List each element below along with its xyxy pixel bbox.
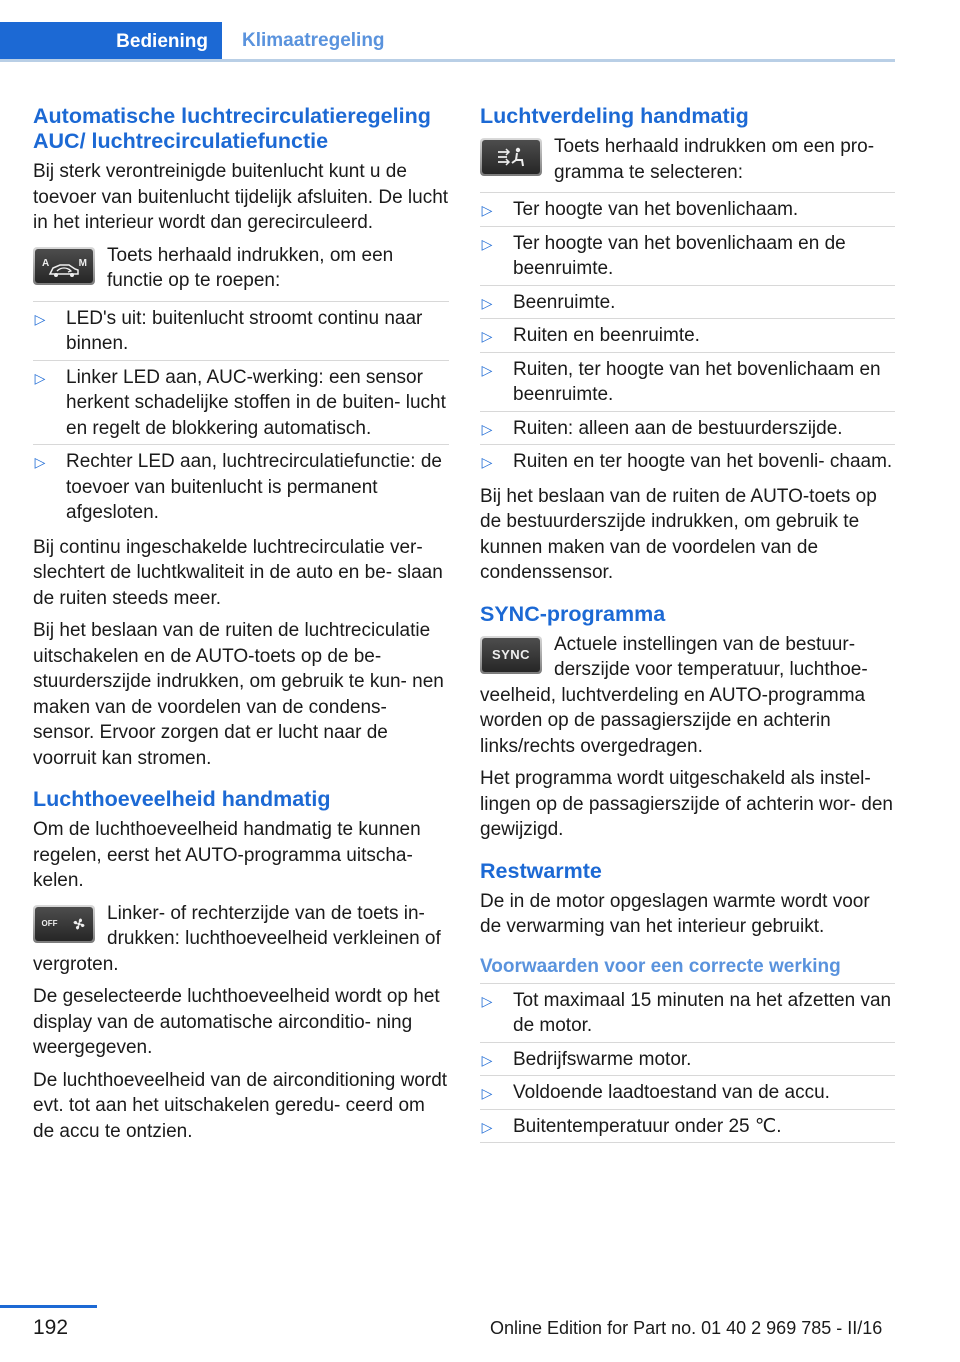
residual-heat-intro: De in de motor opgeslagen warmte wordt voor de verwarming van het interieur gebruikt. bbox=[480, 890, 870, 937]
distribution-para-1: Bij het beslaan van de ruiten de AUTO-toets op de bestuurderszijde indrukken, om gebruik te kunnen maken van de voordelen van de condenssensor. bbox=[480, 485, 877, 583]
triangle-right-icon: ▷ bbox=[481, 1051, 493, 1068]
auc-para-1: Bij continu ingeschakelde luchtrecirculatie ver‐ slechtert de luchtkwaliteit in de auto en be‐ slaan de ruiten steeds meer. bbox=[33, 536, 443, 609]
auc-section bbox=[33, 104, 449, 771]
air-volume-button-block bbox=[33, 901, 449, 985]
auc-button-text: Toets herhaald indrukken, om een functie op te roepen: bbox=[107, 244, 394, 291]
tab-bediening[interactable]: Bediening bbox=[0, 22, 222, 62]
auc-para-2: Bij het beslaan van de ruiten de luchtreciculatie uitschakelen en de AUTO-toets op de be‐ stuurderszijde indrukken, om gebruik te kun‐ nen maken van de voordelen van de condens‐ sensor. Ervoor zorgen dat er lucht naar de voorruit kan stromen. bbox=[33, 620, 444, 769]
list-item: ▷ Linker LED aan, AUC-werking: een sensor herkent schadelijke stoffen in de buiten‐ lucht en regelt de blokkering automatisch. bbox=[33, 361, 449, 446]
triangle-right-icon: ▷ bbox=[34, 310, 46, 327]
triangle-right-icon: ▷ bbox=[481, 235, 493, 252]
auc-button-block bbox=[33, 243, 449, 301]
distribution-list bbox=[480, 192, 895, 478]
air-distribution-button-icon bbox=[480, 138, 542, 176]
left-column bbox=[33, 104, 449, 1151]
residual-heat-subheading: Voorwaarden voor een correcte werking bbox=[480, 955, 841, 977]
edition-text: Online Edition for Part no. 01 40 2 969 785 - II/16 bbox=[490, 1318, 883, 1338]
air-volume-section bbox=[33, 787, 449, 1144]
air-volume-intro: Om de luchthoeveelheid handmatig te kunnen regelen, eerst het AUTO-programma uitscha‐ kelen. bbox=[33, 819, 421, 891]
triangle-right-icon: ▷ bbox=[481, 361, 493, 378]
triangle-right-icon: ▷ bbox=[481, 1085, 493, 1101]
distribution-heading: Luchtverdeling handmatig bbox=[480, 104, 749, 128]
triangle-right-icon: ▷ bbox=[481, 1118, 493, 1135]
residual-heat-section bbox=[480, 859, 895, 1144]
right-column bbox=[480, 104, 895, 1149]
list-item: ▷ Ter hoogte van het bovenlichaam. bbox=[480, 193, 895, 227]
distribution-button-text: Toets herhaald indrukken om een pro‐ gramma te selecteren: bbox=[554, 136, 875, 183]
air-volume-para-2: De luchthoeveelheid van de airconditioning wordt evt. tot aan het uitschakelen geredu‐ ceerd om de accu te ontzien. bbox=[33, 1069, 448, 1142]
page-number: 192 bbox=[33, 1316, 69, 1339]
triangle-right-icon: ▷ bbox=[481, 454, 493, 470]
header-bar bbox=[0, 22, 895, 62]
list-item: ▷ Ruiten: alleen aan de bestuurderszijde. bbox=[480, 412, 895, 446]
seat-airflow-icon bbox=[496, 146, 526, 168]
auc-heading: Automatische luchtrecirculatieregeling AUC/ luchtrecirculatiefunctie bbox=[33, 104, 431, 153]
fan-button-icon bbox=[33, 905, 95, 943]
air-volume-button-text: Linker- of rechterzijde van de toets in‐ drukken: luchthoeveelheid verkleinen of vergroten. bbox=[33, 902, 441, 975]
fan-icon bbox=[71, 916, 87, 932]
sync-button-block bbox=[480, 632, 895, 767]
list-item: ▷ Ruiten en ter hoogte van het bovenli‐ chaam. bbox=[480, 445, 895, 478]
auc-intro: Bij sterk verontreinigde buitenlucht kunt u de toevoer van buitenlucht tijdelijk afsluiten. De lucht in het interieur wordt dan gerecirculeerd. bbox=[33, 161, 449, 233]
air-volume-para-1: De geselecteerde luchthoeveelheid wordt op het display van de automatische airconditio‐ ning weergegeven. bbox=[33, 986, 440, 1058]
list-item: ▷ Ruiten, ter hoogte van het bovenlichaam en beenruimte. bbox=[480, 353, 895, 412]
list-item: ▷ Ter hoogte van het bovenlichaam en de beenruimte. bbox=[480, 227, 895, 286]
car-recirculation-icon bbox=[47, 261, 81, 279]
list-item: ▷ Ruiten en beenruimte. bbox=[480, 319, 895, 353]
triangle-right-icon: ▷ bbox=[481, 328, 493, 344]
distribution-button-block bbox=[480, 134, 895, 192]
header-rule bbox=[0, 59, 895, 62]
residual-heat-heading: Restwarmte bbox=[480, 858, 602, 883]
sync-button-text: Actuele instellingen van de bestuur‐ derszijde voor temperatuur, luchthoe‐ veelheid, luchtverdeling en AUTO-programma worden op de passagierszijde en achterin links/rechts overgedragen. bbox=[480, 633, 868, 757]
list-item: ▷ Beenruimte. bbox=[480, 286, 895, 320]
triangle-right-icon: ▷ bbox=[481, 294, 493, 311]
list-item: ▷ Bedrijfswarme motor. bbox=[480, 1043, 895, 1077]
sync-para-1: Het programma wordt uitgeschakeld als instel‐ lingen op de passagierszijde of achterin wor‐ den gewijzigd. bbox=[480, 768, 893, 840]
auc-label-a: A bbox=[42, 257, 50, 269]
off-label: OFF bbox=[41, 918, 58, 928]
list-item: ▷ Tot maximaal 15 minuten na het afzetten van de motor. bbox=[480, 984, 895, 1043]
footer-rule bbox=[0, 1305, 97, 1308]
triangle-right-icon: ▷ bbox=[34, 369, 46, 386]
residual-heat-list bbox=[480, 983, 895, 1144]
list-item: ▷ Buitentemperatuur onder 25 ℃. bbox=[480, 1110, 895, 1144]
sync-heading: SYNC-programma bbox=[480, 601, 666, 626]
triangle-right-icon: ▷ bbox=[34, 454, 46, 470]
triangle-right-icon: ▷ bbox=[481, 420, 493, 437]
sync-button-icon: SYNC bbox=[480, 636, 542, 674]
triangle-right-icon: ▷ bbox=[481, 202, 493, 218]
list-item: ▷ Voldoende laadtoestand van de accu. bbox=[480, 1076, 895, 1110]
distribution-section bbox=[480, 104, 895, 586]
tab-klimaatregeling[interactable]: Klimaatregeling bbox=[242, 29, 385, 51]
auc-button-icon bbox=[33, 247, 95, 285]
list-item: ▷ LED's uit: buitenlucht stroomt continu naar binnen. bbox=[33, 302, 449, 361]
auc-list bbox=[33, 301, 449, 529]
list-item: ▷ Rechter LED aan, luchtrecirculatiefunctie: de toevoer van buitenlucht is permanent afgesloten. bbox=[34, 451, 442, 523]
air-volume-heading: Luchthoeveelheid handmatig bbox=[33, 787, 331, 811]
auc-label-m: M bbox=[78, 257, 87, 269]
sync-section bbox=[480, 602, 895, 843]
triangle-right-icon: ▷ bbox=[481, 992, 493, 1009]
